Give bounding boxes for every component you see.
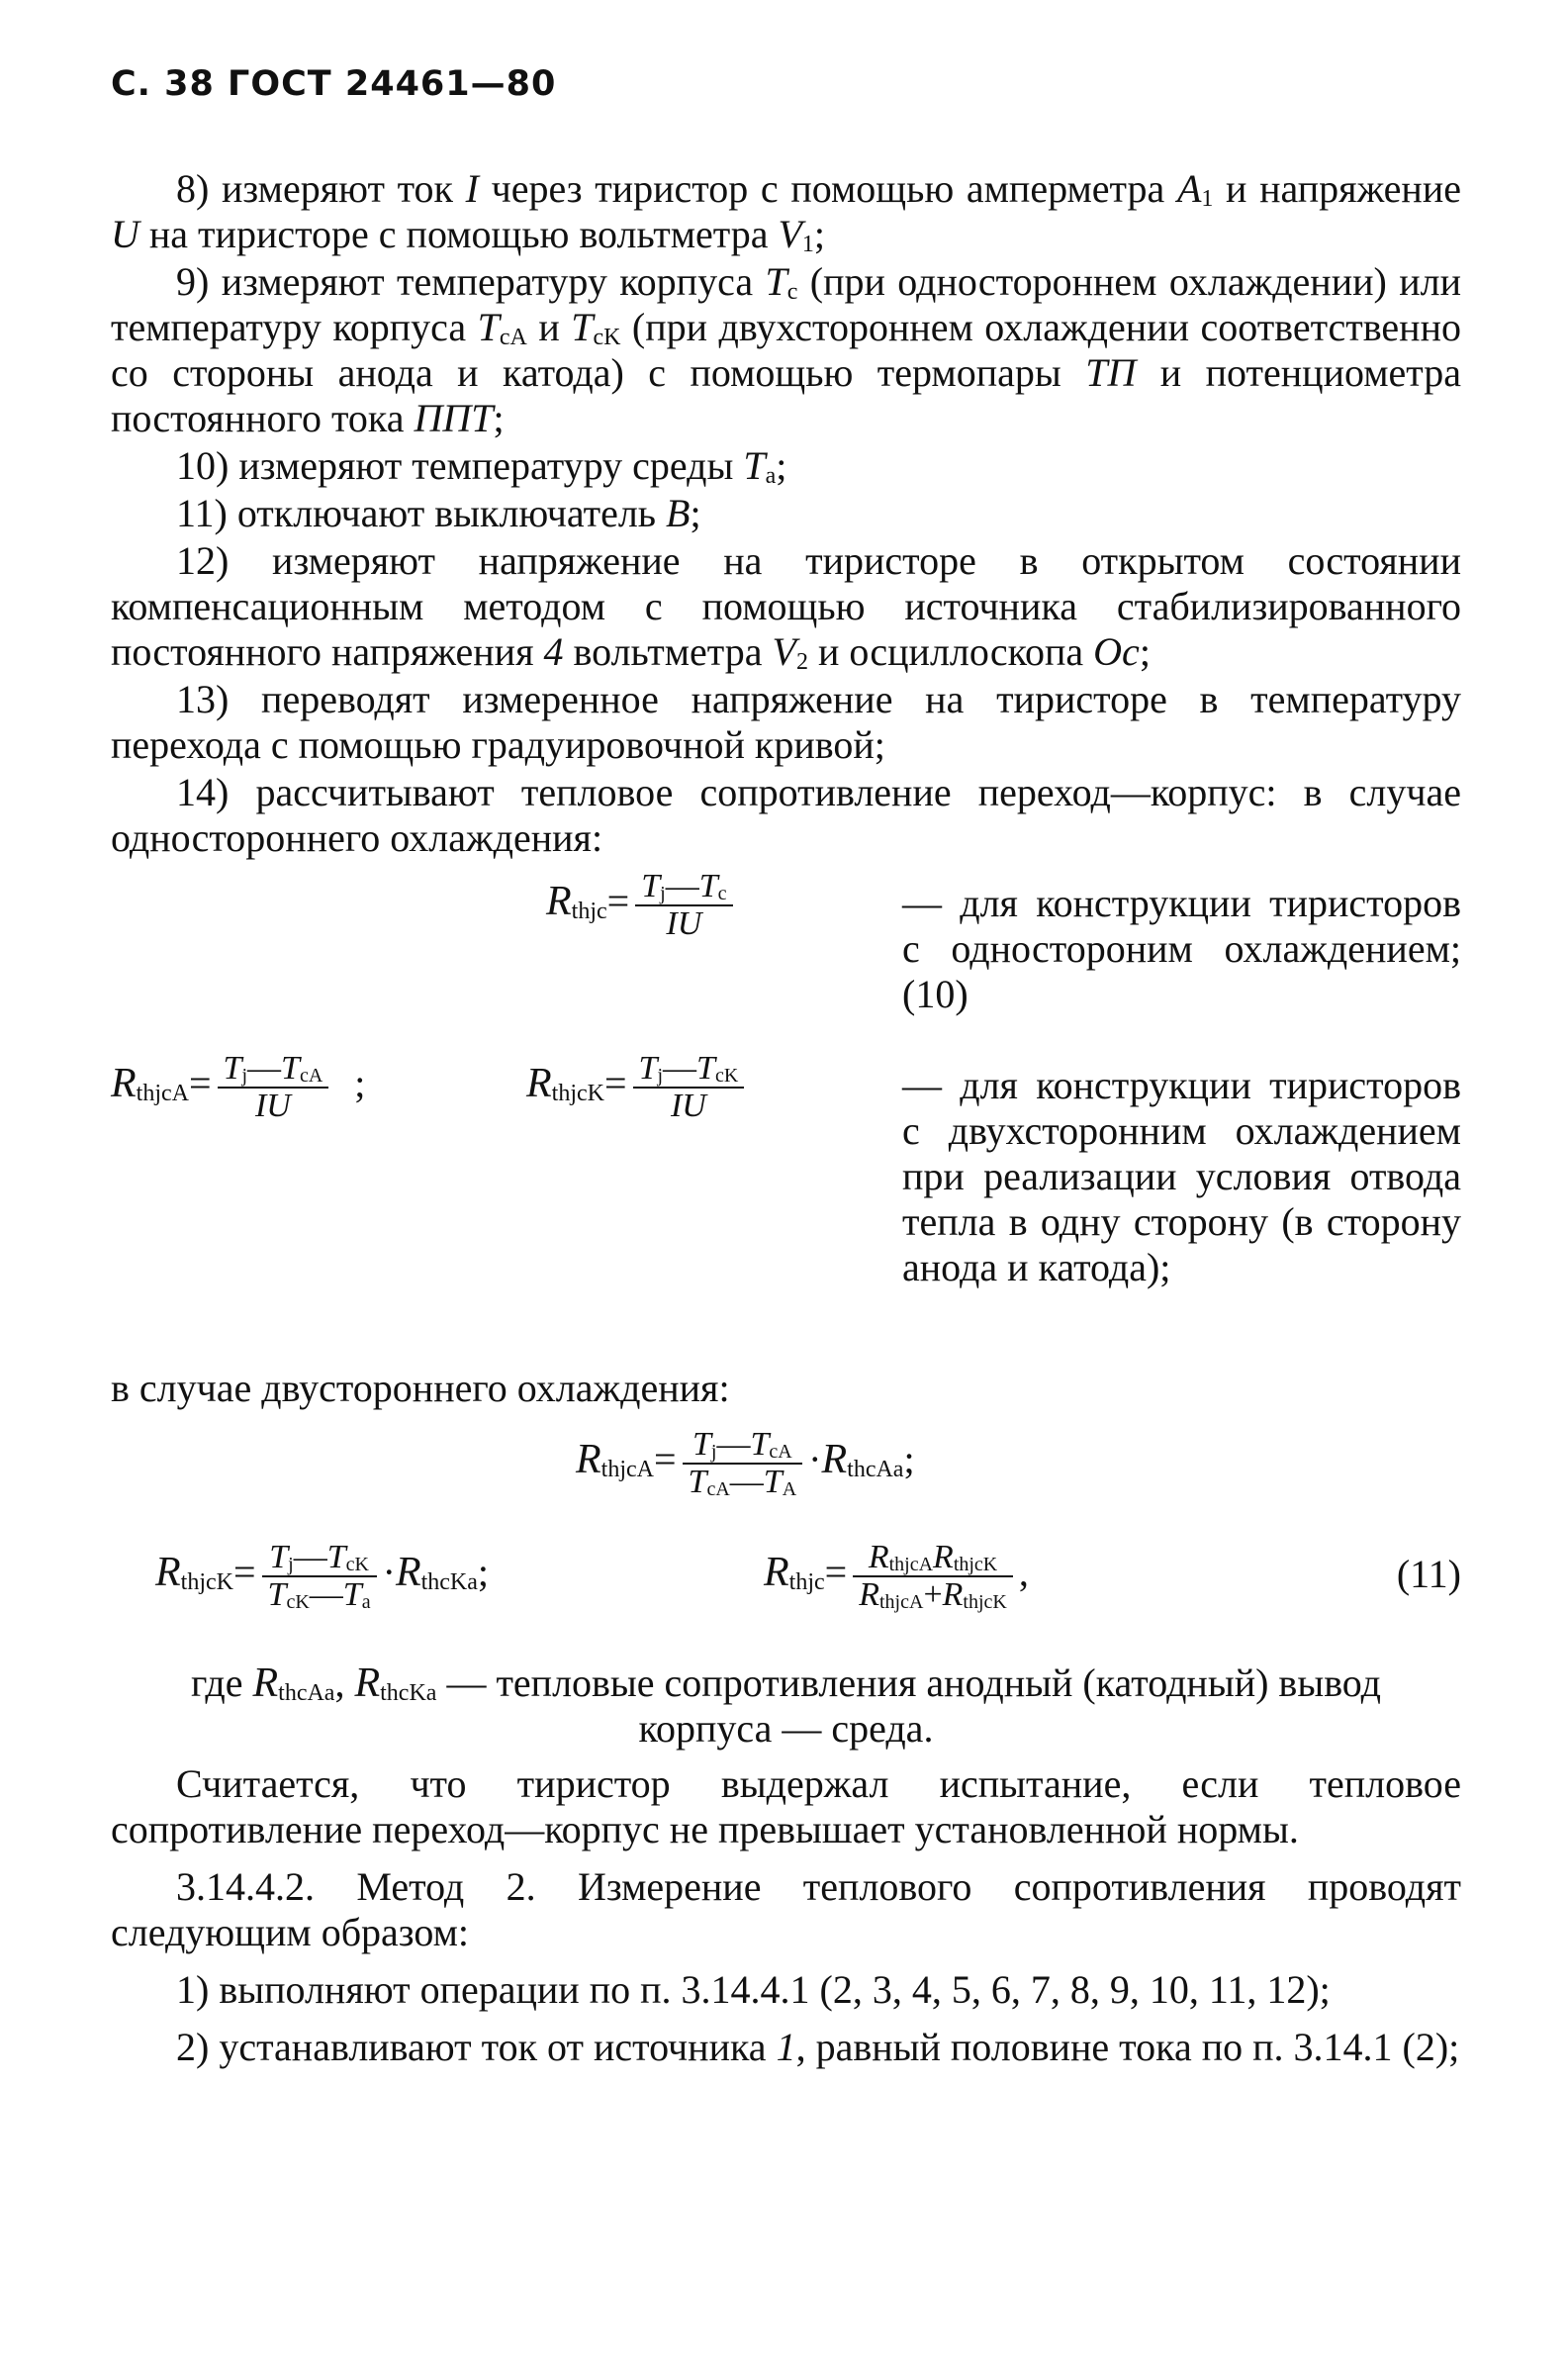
method-2-step-1: 1) выполняют операции по п. 3.14.4.1 (2, 3, 4, 5, 6, 7, 8, 9, 10, 11, 12); xyxy=(176,1967,1331,2012)
formula-11-block xyxy=(111,1413,1461,1660)
formula-rthjck: $R_{thjcK}=$ $\frac{T_j—T_{cK}}{IU}$ xyxy=(526,1051,750,1124)
step-10: 10) измеряют температуру среды $T_a$; xyxy=(176,443,787,489)
formula-10-block xyxy=(111,863,1461,1051)
formula-twosided-block xyxy=(111,1051,1461,1358)
formula-10-description: — для конструкции тиристоров с одностороним охлаждением; (10) xyxy=(902,881,1461,1016)
method-2-step-2: 2) устанавливают ток от источника 1, равный половине тока по п. 3.14.1 (2); xyxy=(176,2025,1460,2069)
formula-11-rthjck: $R_{thjcK}=$ $\frac{T_j—T_{cK}}{T_{cK}—T_a}$ $\cdot R_{thcKa}$; xyxy=(155,1539,490,1613)
formula-11-rthjca: $R_{thjcA}=$ $\frac{T_j—T_{cA}}{T_{cA}—T_A}$ $\cdot R_{thcAa}$; xyxy=(576,1426,915,1500)
where-clause: где $R_{thcAa}$, $R_{thcKa}$ — тепловые сопротивления анодный (катодный) вывод корпуса — среда. xyxy=(190,1660,1382,1751)
conclusion-paragraph: Считается, что тиристор выдержал испытание, если тепловое сопротивление переход—корпус не превышает установленной нормы. xyxy=(111,1761,1461,1851)
step-12: 12) измеряют напряжение на тиристоре в открытом состоянии компенсационным методом с помощью источника стабилизированного постоянного напряжения 4 вольтметра $V_2$ и осциллоскопа Ос; xyxy=(111,538,1461,675)
formula-11-rthjc: $R_{thjc}=$ $\frac{R_{thjcA}R_{thjcK}}{R_{thjcA}+R_{thjcK}}$ , xyxy=(764,1539,1029,1613)
method-2-heading: 3.14.4.2. Метод 2. Измерение теплового сопротивления проводят следующим образом: xyxy=(111,1864,1461,1954)
step-14: 14) рассчитывают тепловое сопротивление переход—корпус: в случае одностороннего охлаждения: xyxy=(111,770,1461,860)
formula-rthjc: $R_{thjc}=$ $\frac{T_j—T_c}{IU}$ xyxy=(546,869,739,942)
step-11: 11) отключают выключатель В; xyxy=(176,491,701,535)
step-8: 8) измеряют ток I через тиристор с помощью амперметра $A_1$ и напряжение U на тиристоре с помощью вольтметра $V_1$; xyxy=(111,166,1461,257)
step-13: 13) переводят измеренное напряжение на тиристоре в температуру перехода с помощью градуировочной кривой; xyxy=(111,677,1461,767)
formula-rthjca: $R_{thjcA}=$ $\frac{T_j—T_{cA}}{IU}$ ; xyxy=(111,1050,366,1124)
formula-twosided-description: — для конструкции тиристоров с двухсторонним охлаждением при реализации условия отвода тепла в одну сторону (в сторону анода и катода); xyxy=(902,1063,1461,1289)
step-9: 9) измеряют температуру корпуса $T_c$ (при одностороннем охлаждении) или температуру корпуса $T_{cA}$ и $T_{cK}$ (при двухстороннем охлаждении соответственно со стороны анода и катода) с помощью термопары ТП и потенциометра постоянного тока ППТ; xyxy=(111,259,1462,440)
equation-number-11: (11) xyxy=(1396,1552,1461,1596)
page-header: С. 38 ГОСТ 24461—80 xyxy=(111,64,557,104)
two-sided-intro: в случае двустороннего охлаждения: xyxy=(111,1366,730,1410)
